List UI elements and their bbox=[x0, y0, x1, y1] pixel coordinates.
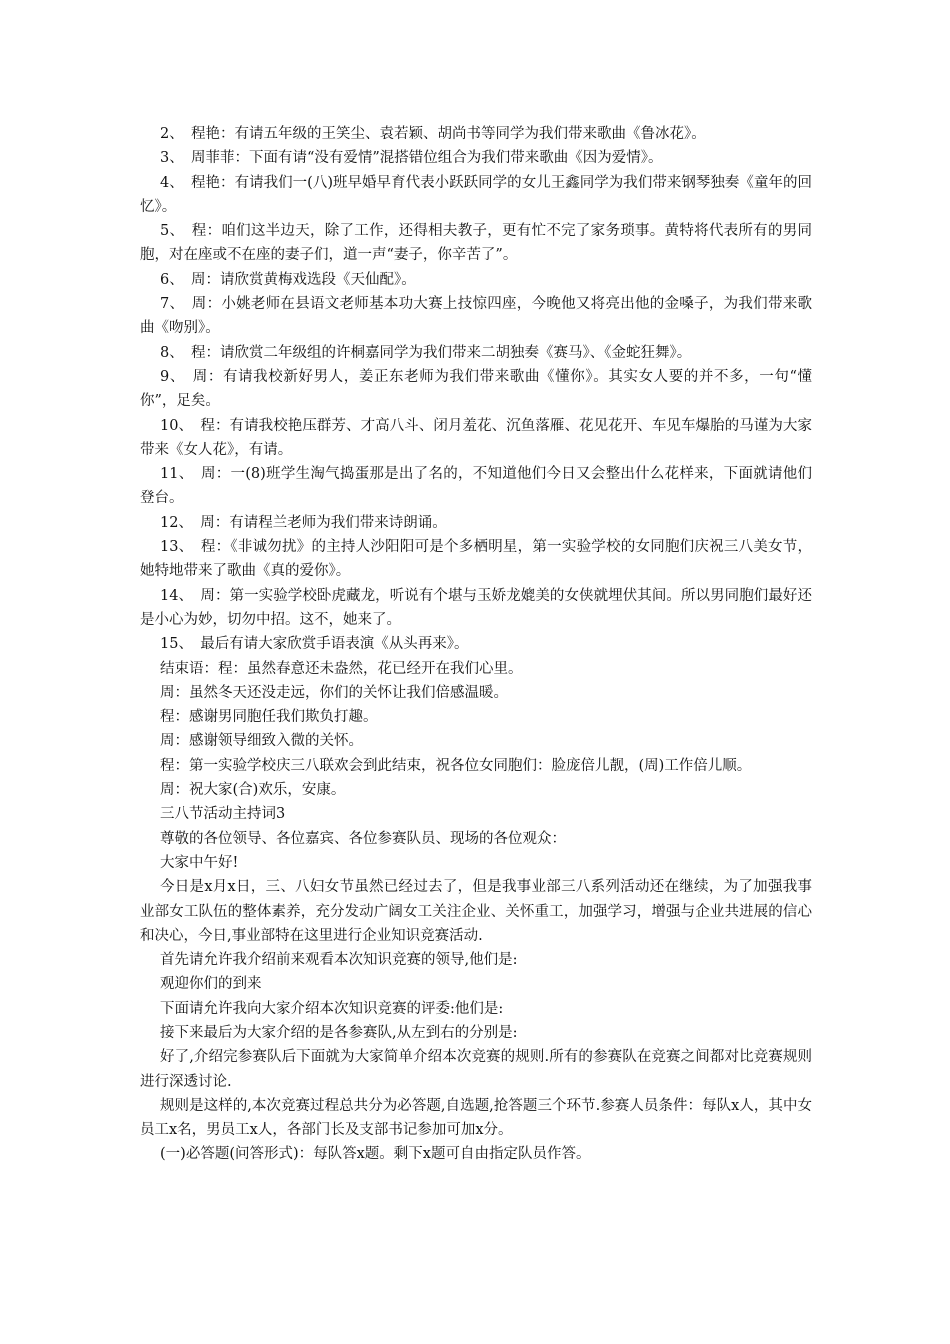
paragraph: 11、 周：一(8)班学生淘气捣蛋那是出了名的，不知道他们今日又会整出什么花样来，下面就请他们登台。 bbox=[140, 466, 812, 507]
paragraph: (一)必答题(问答形式)：每队答x题。剩下x题可自由指定队员作答。 bbox=[160, 1146, 591, 1163]
paragraph: 3、 周菲菲：下面有请“没有爱情”混搭错位组合为我们带来歌曲《因为爱情》。 bbox=[160, 150, 663, 167]
paragraph: 程：感谢男同胞任我们欺负打趣。 bbox=[160, 709, 378, 726]
paragraph: 观迎你们的到来 bbox=[160, 976, 262, 993]
paragraph: 9、 周：有请我校新好男人，姜正东老师为我们带来歌曲《懂你》。其实女人要的并不多，一句“懂你”，足矣。 bbox=[140, 368, 812, 410]
paragraph: 规则是这样的,本次竞赛过程总共分为必答题,自选题,抢答题三个环节.参赛人员条件：每队x人，其中女员工x名，男员工x人，各部门长及支部书记参加可加x分。 bbox=[140, 1097, 812, 1139]
paragraph: 周：祝大家(合)欢乐，安康。 bbox=[160, 782, 346, 799]
paragraph: 4、 程艳：有请我们一(八)班早婚早育代表小跃跃同学的女儿王鑫同学为我们带来钢琴独奏《童年的回忆》。 bbox=[140, 174, 812, 215]
paragraph: 13、 程：《非诚勿扰》的主持人沙阳阳可是个多栖明星，第一实验学校的女同胞们庆祝三八美女节，她特地带来了歌曲《真的爱你》。 bbox=[140, 539, 812, 580]
section-title: 三八节活动主持词3 bbox=[160, 806, 286, 823]
paragraph: 周：虽然冬天还没走远，你们的关怀让我们倍感温暖。 bbox=[160, 684, 508, 701]
paragraph: 2、 程艳：有请五年级的王笑尘、袁若颖、胡尚书等同学为我们带来歌曲《鲁冰花》。 bbox=[160, 126, 706, 142]
paragraph: 大家中午好! bbox=[160, 854, 239, 871]
paragraph: 尊敬的各位领导、各位嘉宾、各位参赛队员、现场的各位观众： bbox=[160, 830, 566, 847]
paragraph: 好了,介绍完参赛队后下面就为大家简单介绍本次竞赛的规则.所有的参赛队在竞赛之间都对比竞赛规则进行深透讨论. bbox=[140, 1049, 812, 1090]
paragraph: 周：感谢领导细致入微的关怀。 bbox=[160, 733, 363, 750]
paragraph: 程：第一实验学校庆三八联欢会到此结束，祝各位女同胞们：脸庞倍儿靓，(周)工作倍儿顺。 bbox=[160, 757, 752, 774]
paragraph: 首先请允许我介绍前来观看本次知识竞赛的领导,他们是: bbox=[160, 952, 518, 969]
paragraph: 结束语：程：虽然春意还未盎然，花已经开在我们心里。 bbox=[160, 660, 523, 677]
paragraph: 14、 周：第一实验学校卧虎藏龙，听说有个堪与玉娇龙媲美的女侠就埋伏其间。所以男同胞们最好还是小心为妙，切勿中招。这不，她来了。 bbox=[140, 587, 812, 628]
paragraph: 5、 程：咱们这半边天，除了工作，还得相夫教子，更有忙不完了家务琐事。黄特将代表所有的男同胞，对在座或不在座的妻子们，道一声“妻子，你辛苦了”。 bbox=[140, 223, 812, 264]
paragraph: 15、 最后有请大家欣赏手语表演《从头再来》。 bbox=[160, 636, 469, 653]
paragraph: 下面请允许我向大家介绍本次知识竞赛的评委:他们是: bbox=[160, 1000, 504, 1017]
paragraph: 10、 程：有请我校艳压群芳、才高八斗、闭月羞花、沉鱼落雁、花见花开、车见车爆胎的马谨为大家带来《女人花》，有请。 bbox=[140, 417, 812, 458]
document-body bbox=[140, 122, 812, 1167]
paragraph: 7、 周：小姚老师在县语文老师基本功大赛上技惊四座，今晚他又将亮出他的金嗓子，为我们带来歌曲《吻别》。 bbox=[140, 296, 812, 337]
paragraph: 12、 周：有请程兰老师为我们带来诗朗诵。 bbox=[160, 514, 447, 531]
paragraph: 6、 周：请欣赏黄梅戏选段《天仙配》。 bbox=[160, 271, 416, 288]
paragraph: 接下来最后为大家介绍的是各参赛队,从左到右的分别是: bbox=[160, 1024, 518, 1041]
paragraph: 8、 程：请欣赏二年级组的许桐嘉同学为我们带来二胡独奏《赛马》、《金蛇狂舞》。 bbox=[160, 344, 692, 361]
paragraph: 今日是x月x日，三、八妇女节虽然已经过去了，但是我事业部三八系列活动还在继续，为了加强我事业部女工队伍的整体素养，充分发动广阔女工关注企业、关怀重工，加强学习，增强与企业共进展的信心和决心，今日,事业部特在这里进行企业知识竞赛活动. bbox=[140, 879, 812, 944]
